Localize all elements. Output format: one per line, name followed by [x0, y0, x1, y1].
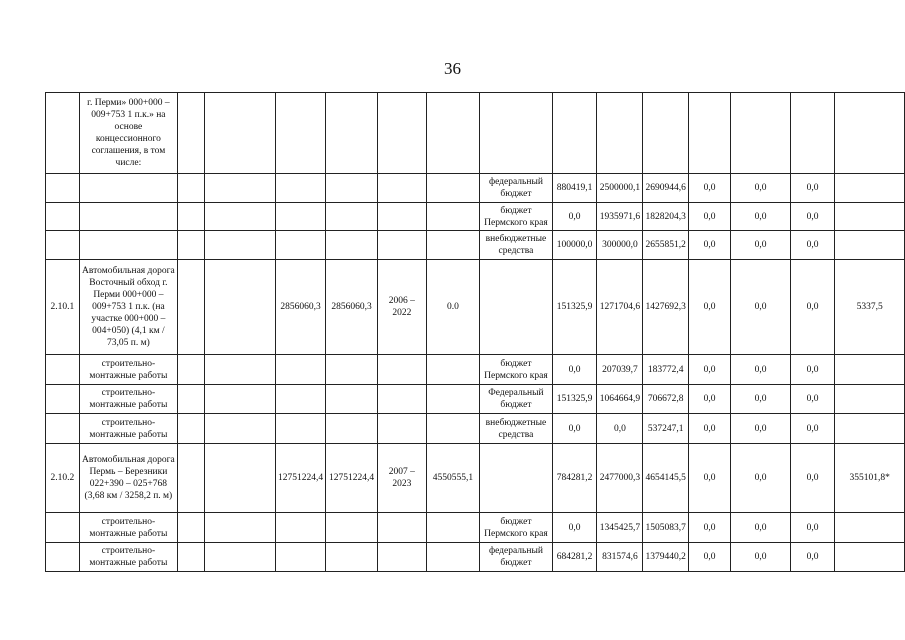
cell-c2	[178, 174, 205, 203]
cell-v2: 831574,6	[597, 543, 643, 572]
cell-c4: 12751224,4	[326, 444, 378, 513]
cell-v5	[731, 93, 791, 174]
cell-c4: 2856060,3	[326, 260, 378, 355]
cell-v2: 300000,0	[597, 231, 643, 260]
cell-c4	[326, 231, 378, 260]
cell-c2	[178, 513, 205, 543]
cell-v3: 2690944,6	[643, 174, 688, 203]
cell-source: внебюджетные средства	[480, 231, 553, 260]
cell-extra: 5337,5	[835, 260, 905, 355]
cell-v2: 1345425,7	[597, 513, 643, 543]
empty-cell	[204, 543, 275, 572]
cell-name	[79, 231, 177, 260]
table-row	[46, 231, 905, 260]
cell-c3: 12751224,4	[276, 444, 326, 513]
cell-v6: 0,0	[790, 414, 834, 444]
cell-source: бюджет Пермского края	[480, 203, 553, 231]
cell-c6	[426, 93, 480, 174]
cell-v5: 0,0	[731, 385, 791, 414]
table-row	[46, 93, 905, 174]
cell-v3: 183772,4	[643, 355, 688, 385]
cell-extra	[835, 203, 905, 231]
cell-v3: 537247,1	[643, 414, 688, 444]
cell-source: бюджет Пермского края	[480, 513, 553, 543]
cell-num	[46, 93, 80, 174]
cell-v4: 0,0	[688, 231, 731, 260]
cell-num: 2.10.1	[46, 260, 80, 355]
cell-name	[79, 203, 177, 231]
cell-c4	[326, 513, 378, 543]
cell-v1: 151325,9	[552, 260, 597, 355]
cell-v5: 0,0	[731, 174, 791, 203]
cell-v6: 0,0	[790, 231, 834, 260]
cell-v1: 0,0	[552, 203, 597, 231]
cell-v5: 0,0	[731, 260, 791, 355]
table-row	[46, 174, 905, 203]
cell-source: федеральный бюджет	[480, 174, 553, 203]
cell-name: г. Перми» 000+000 – 009+753 1 п.к.» на основе концессионного соглашения, в том числе:	[79, 93, 177, 174]
cell-c6	[426, 203, 480, 231]
cell-v6: 0,0	[790, 260, 834, 355]
cell-num	[46, 174, 80, 203]
table-row	[46, 385, 905, 414]
cell-v6	[790, 93, 834, 174]
cell-c6: 0.0	[426, 260, 480, 355]
cell-v2: 207039,7	[597, 355, 643, 385]
cell-c6: 4550555,1	[426, 444, 480, 513]
cell-v4: 0,0	[688, 543, 731, 572]
cell-source: внебюджетные средства	[480, 414, 553, 444]
cell-c2	[178, 444, 205, 513]
cell-c3	[276, 414, 326, 444]
table-body	[46, 93, 905, 572]
cell-c3	[276, 355, 326, 385]
cell-c5	[378, 231, 427, 260]
cell-c5	[378, 414, 427, 444]
cell-source: Федеральный бюджет	[480, 385, 553, 414]
cell-c4	[326, 543, 378, 572]
cell-extra	[835, 385, 905, 414]
cell-extra	[835, 231, 905, 260]
cell-num	[46, 355, 80, 385]
cell-v4: 0,0	[688, 174, 731, 203]
cell-c6	[426, 231, 480, 260]
cell-extra	[835, 93, 905, 174]
cell-v3: 1379440,2	[643, 543, 688, 572]
cell-num	[46, 385, 80, 414]
table-row	[46, 355, 905, 385]
table-row	[46, 543, 905, 572]
cell-c3	[276, 513, 326, 543]
cell-name: Автомобильная дорога Пермь – Березники 022+390 – 025+768 (3,68 км / 3258,2 п. м)	[79, 444, 177, 513]
cell-c5	[378, 355, 427, 385]
cell-v2: 1064664,9	[597, 385, 643, 414]
empty-cell	[204, 444, 275, 513]
cell-v5: 0,0	[731, 414, 791, 444]
cell-v1: 0,0	[552, 414, 597, 444]
cell-v3: 1505083,7	[643, 513, 688, 543]
cell-v2: 0,0	[597, 414, 643, 444]
empty-cell	[204, 355, 275, 385]
cell-c5	[378, 385, 427, 414]
cell-c2	[178, 355, 205, 385]
cell-c3: 2856060,3	[276, 260, 326, 355]
cell-c2	[178, 93, 205, 174]
cell-extra	[835, 414, 905, 444]
cell-num	[46, 414, 80, 444]
budget-table	[45, 92, 905, 572]
cell-v6: 0,0	[790, 513, 834, 543]
page-number: 36	[444, 59, 461, 78]
cell-extra	[835, 513, 905, 543]
cell-v5: 0,0	[731, 231, 791, 260]
cell-c6	[426, 385, 480, 414]
cell-v5: 0,0	[731, 513, 791, 543]
empty-cell	[204, 385, 275, 414]
cell-name: Автомобильная дорога Восточный обход г. Перми 000+000 – 009+753 1 п.к. (на участке 000+000 – 004+050) (4,1 км / 73,05 п. м)	[79, 260, 177, 355]
cell-c3	[276, 93, 326, 174]
table-row	[46, 513, 905, 543]
cell-num	[46, 543, 80, 572]
cell-num	[46, 231, 80, 260]
cell-v2: 1935971,6	[597, 203, 643, 231]
cell-extra	[835, 174, 905, 203]
cell-v2: 1271704,6	[597, 260, 643, 355]
cell-c3	[276, 543, 326, 572]
cell-v3: 4654145,5	[643, 444, 688, 513]
cell-name	[79, 174, 177, 203]
empty-cell	[204, 93, 275, 174]
cell-name: строительно-монтажные работы	[79, 513, 177, 543]
cell-v4: 0,0	[688, 513, 731, 543]
cell-v5: 0,0	[731, 444, 791, 513]
cell-num: 2.10.2	[46, 444, 80, 513]
empty-cell	[204, 513, 275, 543]
cell-source	[480, 93, 553, 174]
cell-c4	[326, 355, 378, 385]
cell-v4: 0,0	[688, 355, 731, 385]
cell-v4: 0,0	[688, 444, 731, 513]
cell-c5	[378, 513, 427, 543]
cell-name: строительно-монтажные работы	[79, 543, 177, 572]
cell-v6: 0,0	[790, 385, 834, 414]
empty-cell	[204, 231, 275, 260]
cell-v6: 0,0	[790, 444, 834, 513]
cell-c5: 2006 – 2022	[378, 260, 427, 355]
cell-c3	[276, 203, 326, 231]
cell-c4	[326, 414, 378, 444]
cell-v3: 706672,8	[643, 385, 688, 414]
cell-v2	[597, 93, 643, 174]
cell-c5	[378, 93, 427, 174]
cell-v3: 2655851,2	[643, 231, 688, 260]
cell-v6: 0,0	[790, 203, 834, 231]
cell-c5	[378, 174, 427, 203]
cell-c2	[178, 260, 205, 355]
cell-v1	[552, 93, 597, 174]
cell-c2	[178, 414, 205, 444]
cell-v1: 684281,2	[552, 543, 597, 572]
cell-v5: 0,0	[731, 543, 791, 572]
cell-v1: 151325,9	[552, 385, 597, 414]
cell-v4: 0,0	[688, 414, 731, 444]
cell-v3: 1828204,3	[643, 203, 688, 231]
cell-name: строительно-монтажные работы	[79, 385, 177, 414]
cell-v4: 0,0	[688, 203, 731, 231]
cell-v6: 0,0	[790, 543, 834, 572]
cell-v4	[688, 93, 731, 174]
cell-v3	[643, 93, 688, 174]
table-row	[46, 260, 905, 355]
empty-cell	[204, 203, 275, 231]
empty-cell	[204, 174, 275, 203]
cell-v1: 0,0	[552, 513, 597, 543]
cell-num	[46, 203, 80, 231]
cell-v5: 0,0	[731, 203, 791, 231]
cell-name: строительно-монтажные работы	[79, 414, 177, 444]
table-row	[46, 444, 905, 513]
cell-c3	[276, 174, 326, 203]
cell-source: федеральный бюджет	[480, 543, 553, 572]
cell-v4: 0,0	[688, 260, 731, 355]
cell-v4: 0,0	[688, 385, 731, 414]
cell-c6	[426, 414, 480, 444]
empty-cell	[204, 414, 275, 444]
cell-v2: 2477000,3	[597, 444, 643, 513]
cell-v2: 2500000,1	[597, 174, 643, 203]
cell-extra	[835, 543, 905, 572]
cell-c3	[276, 231, 326, 260]
cell-c6	[426, 543, 480, 572]
cell-v5: 0,0	[731, 355, 791, 385]
cell-c4	[326, 203, 378, 231]
table-row	[46, 414, 905, 444]
cell-name: строительно-монтажные работы	[79, 355, 177, 385]
cell-c3	[276, 385, 326, 414]
cell-c5	[378, 203, 427, 231]
empty-cell	[204, 260, 275, 355]
cell-v1: 784281,2	[552, 444, 597, 513]
cell-v1: 0,0	[552, 355, 597, 385]
cell-c2	[178, 231, 205, 260]
cell-v6: 0,0	[790, 355, 834, 385]
cell-v3: 1427692,3	[643, 260, 688, 355]
cell-c2	[178, 543, 205, 572]
cell-c2	[178, 203, 205, 231]
cell-c5	[378, 543, 427, 572]
cell-num	[46, 513, 80, 543]
cell-c4	[326, 174, 378, 203]
cell-c2	[178, 385, 205, 414]
cell-v1: 100000,0	[552, 231, 597, 260]
cell-extra	[835, 355, 905, 385]
cell-source	[480, 444, 553, 513]
cell-c6	[426, 355, 480, 385]
cell-extra: 355101,8*	[835, 444, 905, 513]
cell-v1: 880419,1	[552, 174, 597, 203]
cell-c5: 2007 – 2023	[378, 444, 427, 513]
cell-v6: 0,0	[790, 174, 834, 203]
cell-c6	[426, 174, 480, 203]
cell-c4	[326, 385, 378, 414]
cell-source: бюджет Пермского края	[480, 355, 553, 385]
cell-source	[480, 260, 553, 355]
table-row	[46, 203, 905, 231]
cell-c4	[326, 93, 378, 174]
cell-c6	[426, 513, 480, 543]
